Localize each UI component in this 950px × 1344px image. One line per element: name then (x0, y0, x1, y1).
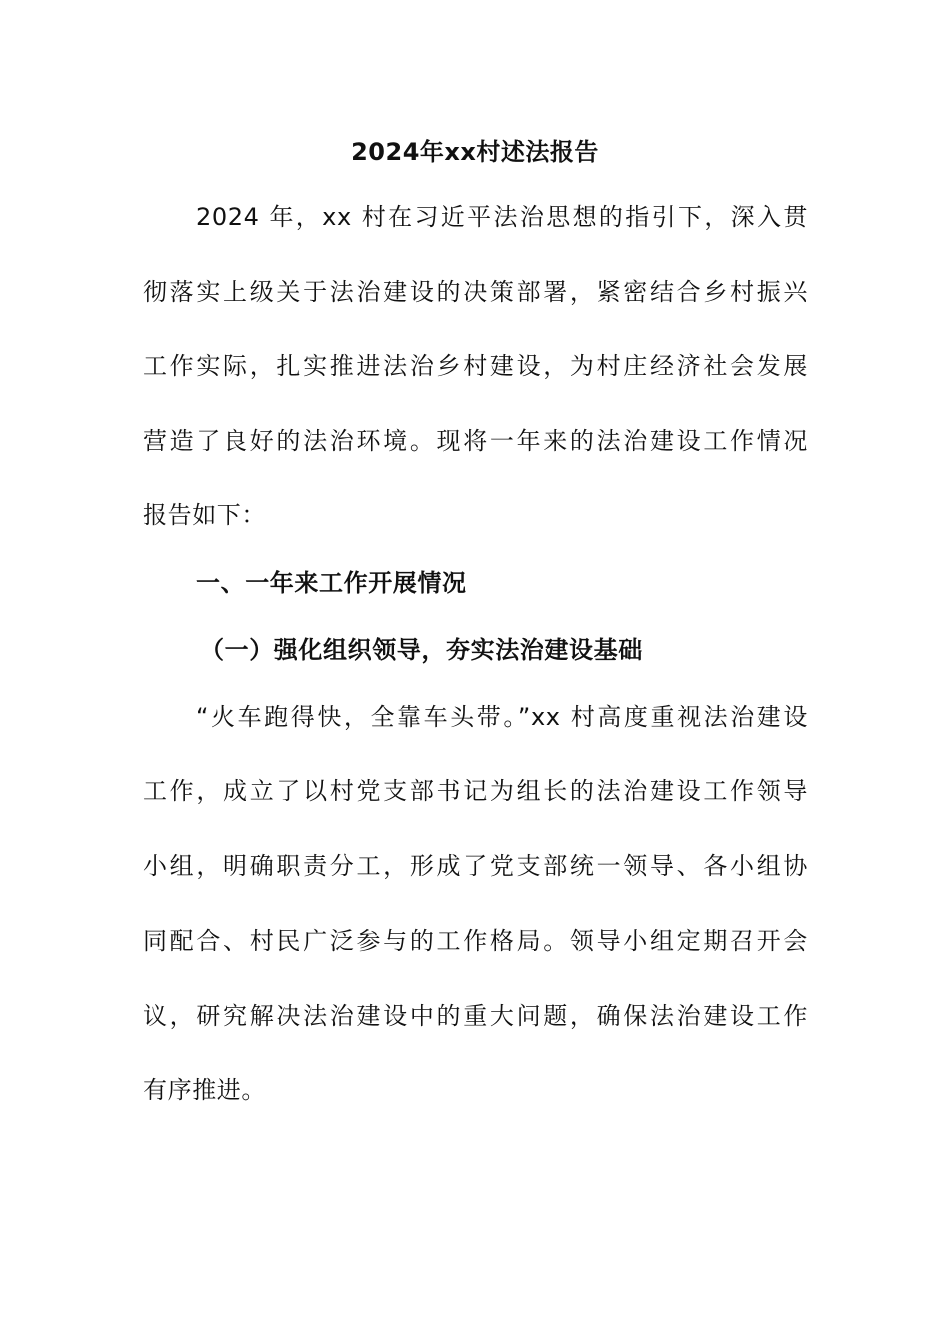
paragraph-line: 彻落实上级关于法治建设的决策部署，紧密结合乡村振兴 (143, 278, 808, 306)
subsection-heading: （一）强化组织领导，夯实法治建设基础 (200, 636, 643, 664)
paragraph-line: 工作实际，扎实推进法治乡村建设，为村庄经济社会发展 (143, 352, 808, 380)
paragraph-line: 2024 年，xx 村在习近平法治思想的指引下，深入贯 (196, 203, 808, 231)
paragraph-line: 营造了良好的法治环境。现将一年来的法治建设工作情况 (143, 427, 808, 455)
paragraph-line: 工作，成立了以村党支部书记为组长的法治建设工作领导 (143, 777, 808, 805)
paragraph-line: 小组，明确职责分工，形成了党支部统一领导、各小组协 (143, 852, 808, 880)
paragraph-line: 报告如下： (143, 501, 266, 529)
section-heading: 一、一年来工作开展情况 (196, 569, 467, 597)
paragraph-line: 有序推进。 (143, 1076, 266, 1104)
paragraph-line: “火车跑得快，全靠车头带。”xx 村高度重视法治建设 (196, 703, 808, 731)
paragraph-line: 同配合、村民广泛参与的工作格局。领导小组定期召开会 (143, 927, 808, 955)
document-title: 2024年xx村述法报告 (351, 138, 599, 166)
paragraph-line: 议，研究解决法治建设中的重大问题，确保法治建设工作 (143, 1002, 808, 1030)
